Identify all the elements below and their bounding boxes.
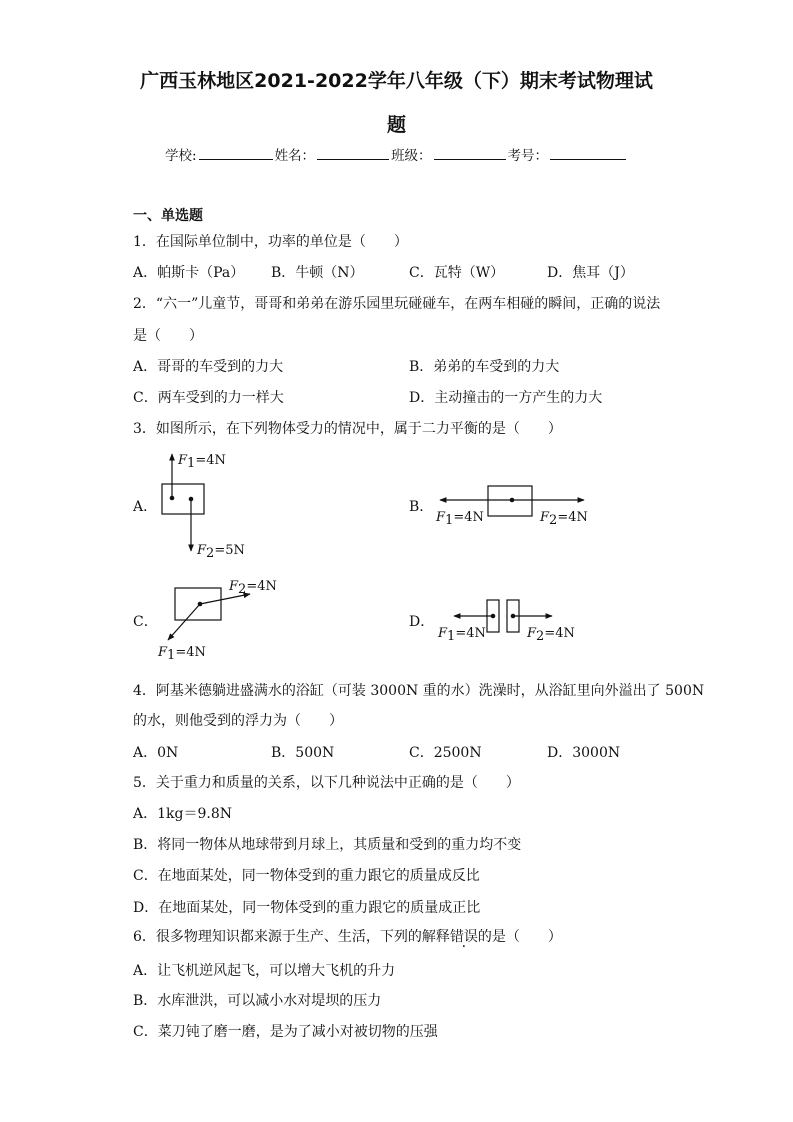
q6-stem-emphasis: 错误 (449, 929, 478, 945)
q6-stem (133, 927, 562, 947)
exam-title-line1: 广西玉林地区2021-2022学年八年级（下）期末考试物理试 (140, 70, 653, 92)
q2-stem-line1: 2．“六一”儿童节，哥哥和弟弟在游乐园里玩碰碰车，在两车相碰的瞬间，正确的说法 (133, 296, 661, 312)
figc-f2-label: F2=4N (229, 579, 277, 597)
q3-option-c-label: C． (133, 614, 158, 630)
q3-stem: 3．如图所示，在下列物体受力的情况中，属于二力平衡的是（ ） (133, 421, 562, 437)
number-blank[interactable] (550, 145, 626, 160)
q2-option-d: D．主动撞击的一方产生的力大 (409, 390, 603, 406)
figa-f2-label: F2=5N (197, 543, 245, 561)
class-blank[interactable] (434, 145, 506, 160)
q1-option-c: C．瓦特（W） (409, 265, 505, 281)
q3-figure-d (432, 594, 592, 649)
q5-option-d: D．在地面某处，同一物体受到的重力跟它的质量成正比 (133, 900, 481, 916)
q4-option-b: B．500N (271, 745, 335, 761)
figc-arrow-downleft (168, 604, 200, 640)
section-heading: 一、单选题 (133, 208, 203, 224)
q5-option-b: B．将同一物体从地球带到月球上，其质量和受到的重力均不变 (133, 837, 522, 853)
q2-option-a: A．哥哥的车受到的力大 (133, 359, 284, 375)
q2-stem-line2: 是（ ） (133, 328, 203, 344)
q3-figure-b (432, 478, 592, 533)
figb-f2-label: F2=4N (540, 510, 588, 528)
q6-option-b: B．水库泄洪，可以减小水对堤坝的压力 (133, 993, 382, 1009)
q2-option-c: C．两车受到的力一样大 (133, 390, 284, 406)
q6-stem-pre: 6．很多物理知识都来源于生产、生活，下列的解释 (133, 929, 450, 945)
figa-f1-label: F1=4N (178, 453, 226, 471)
q3-option-b-label: B． (409, 499, 434, 515)
q3-option-d-label: D． (409, 614, 435, 630)
number-label: 考号： (507, 148, 549, 164)
exam-title-line2: 题 (386, 114, 406, 136)
school-blank[interactable] (199, 145, 273, 160)
name-label: 姓名： (274, 148, 316, 164)
figb-f1-label: F1=4N (436, 510, 484, 528)
q4-stem-line1: 4．阿基米德躺进盛满水的浴缸（可装 3000N 重的水）洗澡时，从浴缸里向外溢出了 500N (133, 683, 705, 699)
q4-option-c: C．2500N (409, 745, 482, 761)
q1-stem: 1．在国际单位制中，功率的单位是（ ） (133, 234, 408, 250)
q1-option-d: D．焦耳（J） (547, 265, 634, 281)
q1-option-b: B．牛顿（N） (271, 265, 364, 281)
q5-stem: 5．关于重力和质量的关系，以下几种说法中正确的是（ ） (133, 775, 520, 791)
q6-option-c: C．菜刀钝了磨一磨，是为了减小对被切物的压强 (133, 1024, 438, 1040)
q3-figure-a (150, 448, 260, 563)
figd-f1-label: F1=4N (438, 626, 486, 644)
q5-option-a: A．1kg＝9.8N (133, 806, 232, 822)
school-label: 学校: (165, 148, 197, 164)
figc-f1-label: F1=4N (158, 645, 206, 663)
q4-option-d: D．3000N (547, 745, 621, 761)
q3-option-a-label: A． (133, 499, 158, 515)
name-blank[interactable] (317, 145, 389, 160)
q4-stem-line2: 的水，则他受到的浮力为（ ） (133, 713, 343, 729)
q5-option-c: C．在地面某处，同一物体受到的重力跟它的质量成反比 (133, 868, 480, 884)
q6-option-a: A．让飞机逆风起飞，可以增大飞机的升力 (133, 963, 396, 979)
q1-option-a: A．帕斯卡（Pa） (133, 265, 245, 281)
figa-box (162, 484, 204, 514)
class-label: 班级： (391, 148, 432, 164)
figd-f2-label: F2=4N (527, 626, 575, 644)
q3-figure-c (155, 574, 285, 669)
student-info-line (165, 145, 628, 166)
q4-option-a: A．0N (133, 745, 179, 761)
q2-option-b: B．弟弟的车受到的力大 (409, 359, 560, 375)
q6-stem-post: 的是（ ） (477, 929, 562, 945)
